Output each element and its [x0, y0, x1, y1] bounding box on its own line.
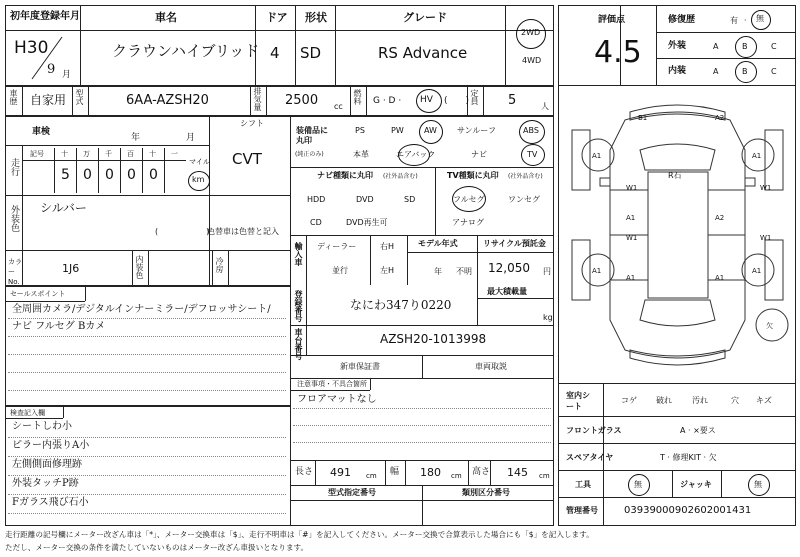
tools: 無 — [634, 480, 642, 489]
jack-label: ジャッキ — [680, 480, 712, 489]
inspector-label: 検査記入欄 — [10, 409, 45, 417]
mark-a1-rl: A1 — [592, 267, 602, 275]
reg-month: 9 — [47, 62, 56, 77]
mile-label: マイル — [189, 158, 210, 166]
inspector-line-2: 左側側面修理跡 — [12, 459, 82, 470]
car-name: クラウンハイブリッド — [112, 42, 260, 60]
navi-dvd: DVD — [356, 195, 374, 204]
mark-w1-rl: W1 — [626, 234, 638, 242]
mark-a2-r: A2 — [715, 214, 725, 222]
mileage-label: 走行 — [9, 158, 19, 176]
mark-a1-l: A1 — [626, 214, 636, 222]
exterior-b: B — [742, 42, 748, 51]
color-label: 外装色 — [9, 205, 19, 232]
inspector-line-4: Fガラス飛び石小 — [12, 497, 89, 508]
car-damage-diagram — [560, 90, 795, 380]
mileage-digit-2: 0 — [105, 167, 114, 183]
interior-b: B — [742, 67, 748, 76]
interior-color-label: 内装色 — [135, 255, 144, 279]
equip-abs: ABS — [523, 126, 539, 135]
mark-w1-rr: W1 — [760, 234, 772, 242]
repair-no: 無 — [756, 14, 764, 23]
interior-c: C — [771, 67, 777, 76]
new-car-warranty: 新車保証書 — [340, 362, 380, 371]
recycle-label: リサイクル預託金 — [483, 239, 546, 248]
mark-a2-front: A2 — [715, 114, 725, 122]
exterior-a: A — [713, 42, 719, 51]
registration: なにわ347り0220 — [350, 298, 452, 312]
registration-label: 登録番号 — [294, 290, 303, 322]
mark-w1-l: W1 — [626, 184, 638, 192]
navi-cd: CD — [310, 218, 322, 227]
inspector-line-0: シートしわ小 — [12, 421, 72, 432]
capacity: 5 — [508, 93, 517, 108]
shape: SD — [300, 44, 322, 62]
length-unit: cm — [366, 472, 377, 480]
score-label: 評価点 — [598, 15, 626, 25]
navi-sub: (社外品含む) — [383, 173, 418, 180]
grade: RS Advance — [378, 44, 468, 62]
model-label: 型式 — [75, 89, 84, 105]
spare: T · 修理KIT · 欠 — [660, 453, 717, 462]
mileage-digit-1: 0 — [83, 167, 92, 183]
notes-label: 注意事項・不具合箇所 — [297, 380, 367, 388]
tv-oneseg: ワンセグ — [508, 195, 540, 204]
mark-a1-fr: A1 — [752, 152, 762, 160]
mileage-unit-0: 記号 — [30, 150, 44, 158]
height-label: 高さ — [472, 467, 491, 477]
import-left: 左H — [380, 266, 395, 275]
car-name-label: 車名 — [155, 11, 177, 24]
mark-b1: B1 — [638, 114, 648, 122]
mgmt-no: 03939000902602001431 — [624, 505, 752, 516]
import-parallel: 並行 — [332, 266, 348, 275]
cap-label: 定員 — [470, 89, 479, 105]
notes: フロアマットなし — [297, 394, 377, 405]
mark-w1-r: W1 — [760, 184, 772, 192]
equip-airbag: エアバック — [396, 150, 436, 159]
recycle: 12,050 — [488, 261, 530, 275]
width-label: 幅 — [390, 467, 400, 477]
footer-line-1: 走行距離の記号欄にメーター改ざん車は「*」、メーター交換車は「$」、走行不明車は「#」を記入してください。メーター交換で合算表示した場合にも「$」を記入します。 — [5, 530, 594, 539]
tools-label: 工具 — [575, 480, 591, 489]
mileage-unit-5: 十 — [149, 150, 156, 158]
windshield-label: フロントガラス — [566, 426, 622, 435]
equip-pw: PW — [391, 126, 404, 135]
color: シルバー — [40, 201, 87, 215]
equipment-sub: (純正のみ) — [295, 151, 324, 158]
model-year-unknown: 不明 — [456, 267, 472, 276]
equip-navi: ナビ — [471, 150, 487, 159]
fuel-options: G · D · — [373, 96, 402, 106]
drive-2wd: 2WD — [521, 28, 541, 37]
equipment-label: 装備品に丸印 — [296, 126, 328, 146]
seat-tear: 破れ — [656, 396, 672, 405]
navi-hdd: HDD — [307, 195, 326, 204]
mark-text: R石 — [668, 171, 682, 180]
equip-aw: AW — [424, 126, 437, 135]
mark-missing: 欠 — [766, 322, 773, 330]
shift-label: シフト — [240, 119, 264, 128]
reg-year: H30 — [14, 38, 49, 58]
mileage-unit-6: 一 — [171, 150, 178, 158]
color-code-label: カラーNo. — [8, 258, 22, 286]
equip-tv: TV — [527, 150, 538, 159]
mgmt-label: 管理番号 — [566, 506, 598, 515]
width: 180 — [420, 466, 441, 479]
import-right: 右H — [380, 242, 395, 251]
disp-unit: cc — [334, 102, 343, 111]
tv-sub: (社外品含む) — [508, 173, 543, 180]
mark-a1-rear-r: A1 — [715, 274, 725, 282]
reg-month-unit: 月 — [62, 70, 72, 80]
usage-label: 車歴 — [9, 89, 18, 105]
inspection-month: 月 — [186, 133, 196, 143]
equip-sunroof: サンルーフ — [457, 126, 496, 135]
sales-line-1: 全周囲カメラ/デジタルインナーミラー/デフロッサシート/ — [12, 304, 271, 315]
tv-analog: アナログ — [452, 218, 484, 227]
repair-yes: 有 — [730, 16, 738, 25]
inspection-year: 年 — [131, 133, 141, 143]
usage: 自家用 — [30, 93, 67, 107]
color-note: 色替車は色替と記入 — [207, 227, 279, 236]
height-unit: cm — [539, 472, 550, 480]
inspection-label: 車検 — [32, 127, 51, 137]
mark-a1-rr: A1 — [752, 267, 762, 275]
seat-hole: 穴 — [731, 396, 739, 405]
seat-dirt: 汚れ — [692, 396, 708, 405]
reg-year-label: 初年度登録年月 — [10, 11, 80, 22]
drive-4wd: 4WD — [522, 56, 542, 65]
recycle-unit: 円 — [543, 267, 551, 276]
width-unit: cm — [451, 472, 462, 480]
fuel-paren: ( ) — [444, 96, 470, 106]
inspector-line-3: 外装タッチP跡 — [12, 478, 79, 489]
mark-a1-rear-l: A1 — [626, 274, 636, 282]
windshield: A · ×要ス — [680, 426, 716, 435]
doors: 4 — [270, 44, 280, 62]
sales-label: セールスポイント — [10, 290, 66, 298]
grade-label: グレード — [403, 11, 447, 24]
height: 145 — [507, 466, 528, 479]
jack: 無 — [754, 480, 762, 489]
equip-leather: 本革 — [353, 150, 369, 159]
mileage-unit-3: 千 — [105, 150, 112, 158]
inspector-line-1: ピラー内張りA小 — [12, 440, 90, 451]
mileage-digit-3: 0 — [127, 167, 136, 183]
chassis: AZSH20-1013998 — [380, 332, 487, 346]
import-label: 輸入車 — [294, 242, 303, 266]
exterior-label: 外装 — [668, 41, 687, 51]
tv-fullseg: フルセグ — [453, 195, 485, 204]
footer-line-2: ただし、メーター交換の条件を満たしていないものはメーター改ざん車扱いとなります。 — [5, 543, 309, 552]
import-dealer: ディーラー — [317, 242, 357, 251]
interior-seat-label: 室内シート — [566, 391, 590, 412]
length-label: 長さ — [295, 467, 314, 477]
disp-label: 排気量 — [253, 87, 262, 111]
exterior-c: C — [771, 42, 777, 51]
fuel-label: 燃料 — [353, 89, 362, 105]
navi-dvd-play: DVD再生可 — [346, 218, 388, 227]
displacement: 2500 — [285, 93, 319, 108]
interior-a: A — [713, 67, 719, 76]
mark-a1-fl: A1 — [592, 152, 602, 160]
interior-label: 内装 — [668, 66, 687, 76]
color-paren: ( ) — [155, 227, 210, 236]
seat-burn: コゲ — [621, 396, 637, 405]
ac-label: 冷房 — [215, 257, 224, 273]
model-year-label: モデル年式 — [418, 239, 458, 248]
tv-label: TV種類に丸印 — [447, 171, 499, 180]
mileage-unit-2: 万 — [83, 150, 90, 158]
equip-ps: PS — [355, 126, 365, 135]
shift: CVT — [232, 150, 262, 168]
navi-sd: SD — [404, 195, 416, 204]
length: 491 — [330, 466, 351, 479]
seat-scratch: キズ — [756, 396, 772, 405]
fuel-hv: HV — [420, 95, 433, 105]
chassis-label: 車台番号 — [294, 328, 303, 360]
model: 6AA-AZSH20 — [126, 93, 209, 108]
repair-label: 修復歴 — [668, 15, 696, 25]
model-year-unit: 年 — [434, 267, 442, 276]
sales-line-2: ナビ フルセグ Bカメ — [12, 321, 106, 332]
max-load-unit: kg — [543, 313, 553, 322]
class-no-label: 類別区分番号 — [462, 488, 510, 497]
mileage-digit-0: 5 — [61, 167, 70, 183]
color-code: 1J6 — [62, 262, 80, 275]
score: 4.5 — [594, 35, 642, 70]
cap-unit: 人 — [541, 102, 549, 111]
mileage-digit-4: 0 — [149, 167, 158, 183]
navi-label: ナビ種類に丸印 — [317, 171, 373, 180]
vehicle-manual: 車両取説 — [475, 362, 507, 371]
type-no-label: 型式指定番号 — [328, 488, 376, 497]
mileage-unit-4: 百 — [127, 150, 134, 158]
door-label: ドア — [266, 11, 288, 24]
repair-sep: · — [744, 16, 747, 25]
km-unit: km — [192, 175, 205, 184]
max-load-label: 最大積載量 — [487, 287, 527, 296]
spare-label: スペアタイヤ — [566, 453, 614, 462]
mileage-unit-1: 十 — [61, 150, 68, 158]
shape-label: 形状 — [305, 11, 327, 24]
